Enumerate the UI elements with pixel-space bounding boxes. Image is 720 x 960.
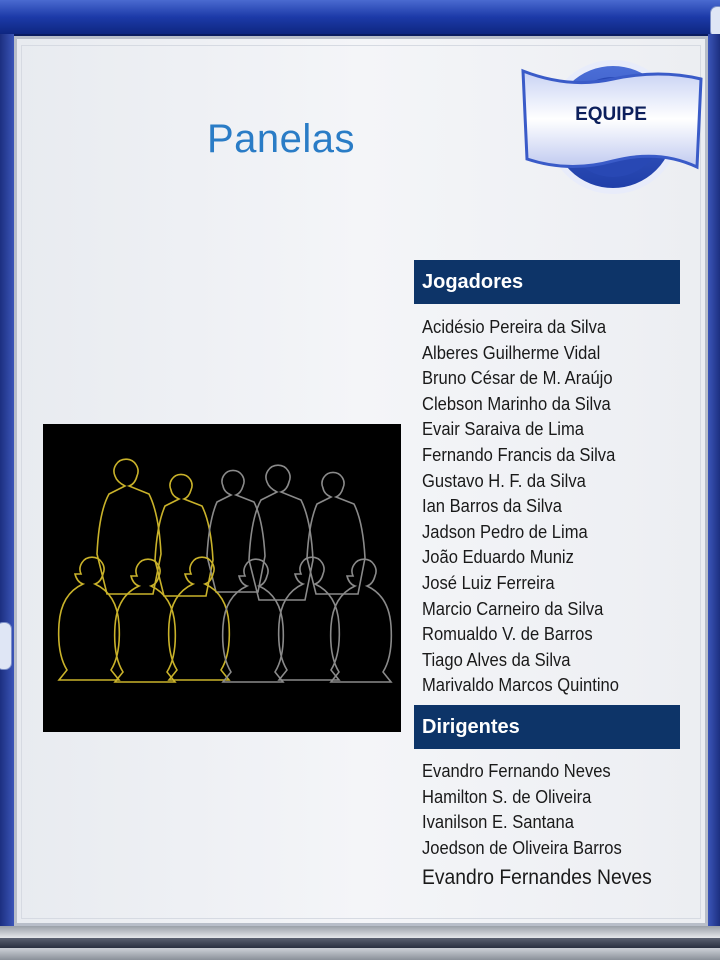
- equipe-badge: [519, 49, 703, 209]
- list-item: Joedson de Oliveira Barros: [422, 837, 622, 858]
- bottom-frame-bar: [0, 926, 720, 960]
- right-frame-bar: [708, 34, 720, 934]
- left-frame-bar: [0, 34, 14, 934]
- list-item: Evandro Fernando Neves: [422, 761, 611, 781]
- top-frame-bar: [0, 0, 720, 36]
- frame-knob-left: [0, 622, 12, 670]
- players-list: [422, 315, 636, 699]
- list-item: Marivaldo Marcos Quintino: [422, 675, 619, 696]
- list-item: Evandro Fernandes Neves: [422, 866, 652, 890]
- content-panel: [14, 36, 708, 926]
- list-item: Hamilton S. de Oliveira: [422, 786, 592, 807]
- badge-emblem-icon: [519, 49, 703, 209]
- badge-label: EQUIPE: [575, 104, 647, 125]
- list-item: Alberes Guilherme Vidal: [422, 342, 601, 363]
- team-photo: [43, 424, 401, 732]
- staff-list: [422, 759, 672, 895]
- list-item: José Luiz Ferreira: [422, 572, 555, 593]
- list-item: Fernando Francis da Silva: [422, 444, 616, 465]
- list-item: João Eduardo Muniz: [422, 547, 574, 568]
- list-item: Evair Saraiva de Lima: [422, 419, 585, 440]
- list-item: Ivanilson E. Santana: [422, 812, 574, 833]
- list-item: Jadson Pedro de Lima: [422, 521, 588, 542]
- page-title: Panelas: [207, 117, 356, 161]
- list-item: Bruno César de M. Araújo: [422, 368, 613, 389]
- team-silhouettes-icon: [43, 424, 401, 732]
- list-item: Ian Barros da Silva: [422, 496, 562, 517]
- staff-header: Dirigentes: [414, 705, 680, 749]
- list-item: Gustavo H. F. da Silva: [422, 470, 586, 491]
- list-item: Clebson Marinho da Silva: [422, 393, 611, 414]
- list-item: Tiago Alves da Silva: [422, 649, 571, 670]
- list-item: Acidésio Pereira da Silva: [422, 317, 607, 337]
- list-item: Marcio Carneiro da Silva: [422, 598, 604, 619]
- players-header: Jogadores: [414, 260, 680, 304]
- list-item: Romualdo V. de Barros: [422, 624, 593, 645]
